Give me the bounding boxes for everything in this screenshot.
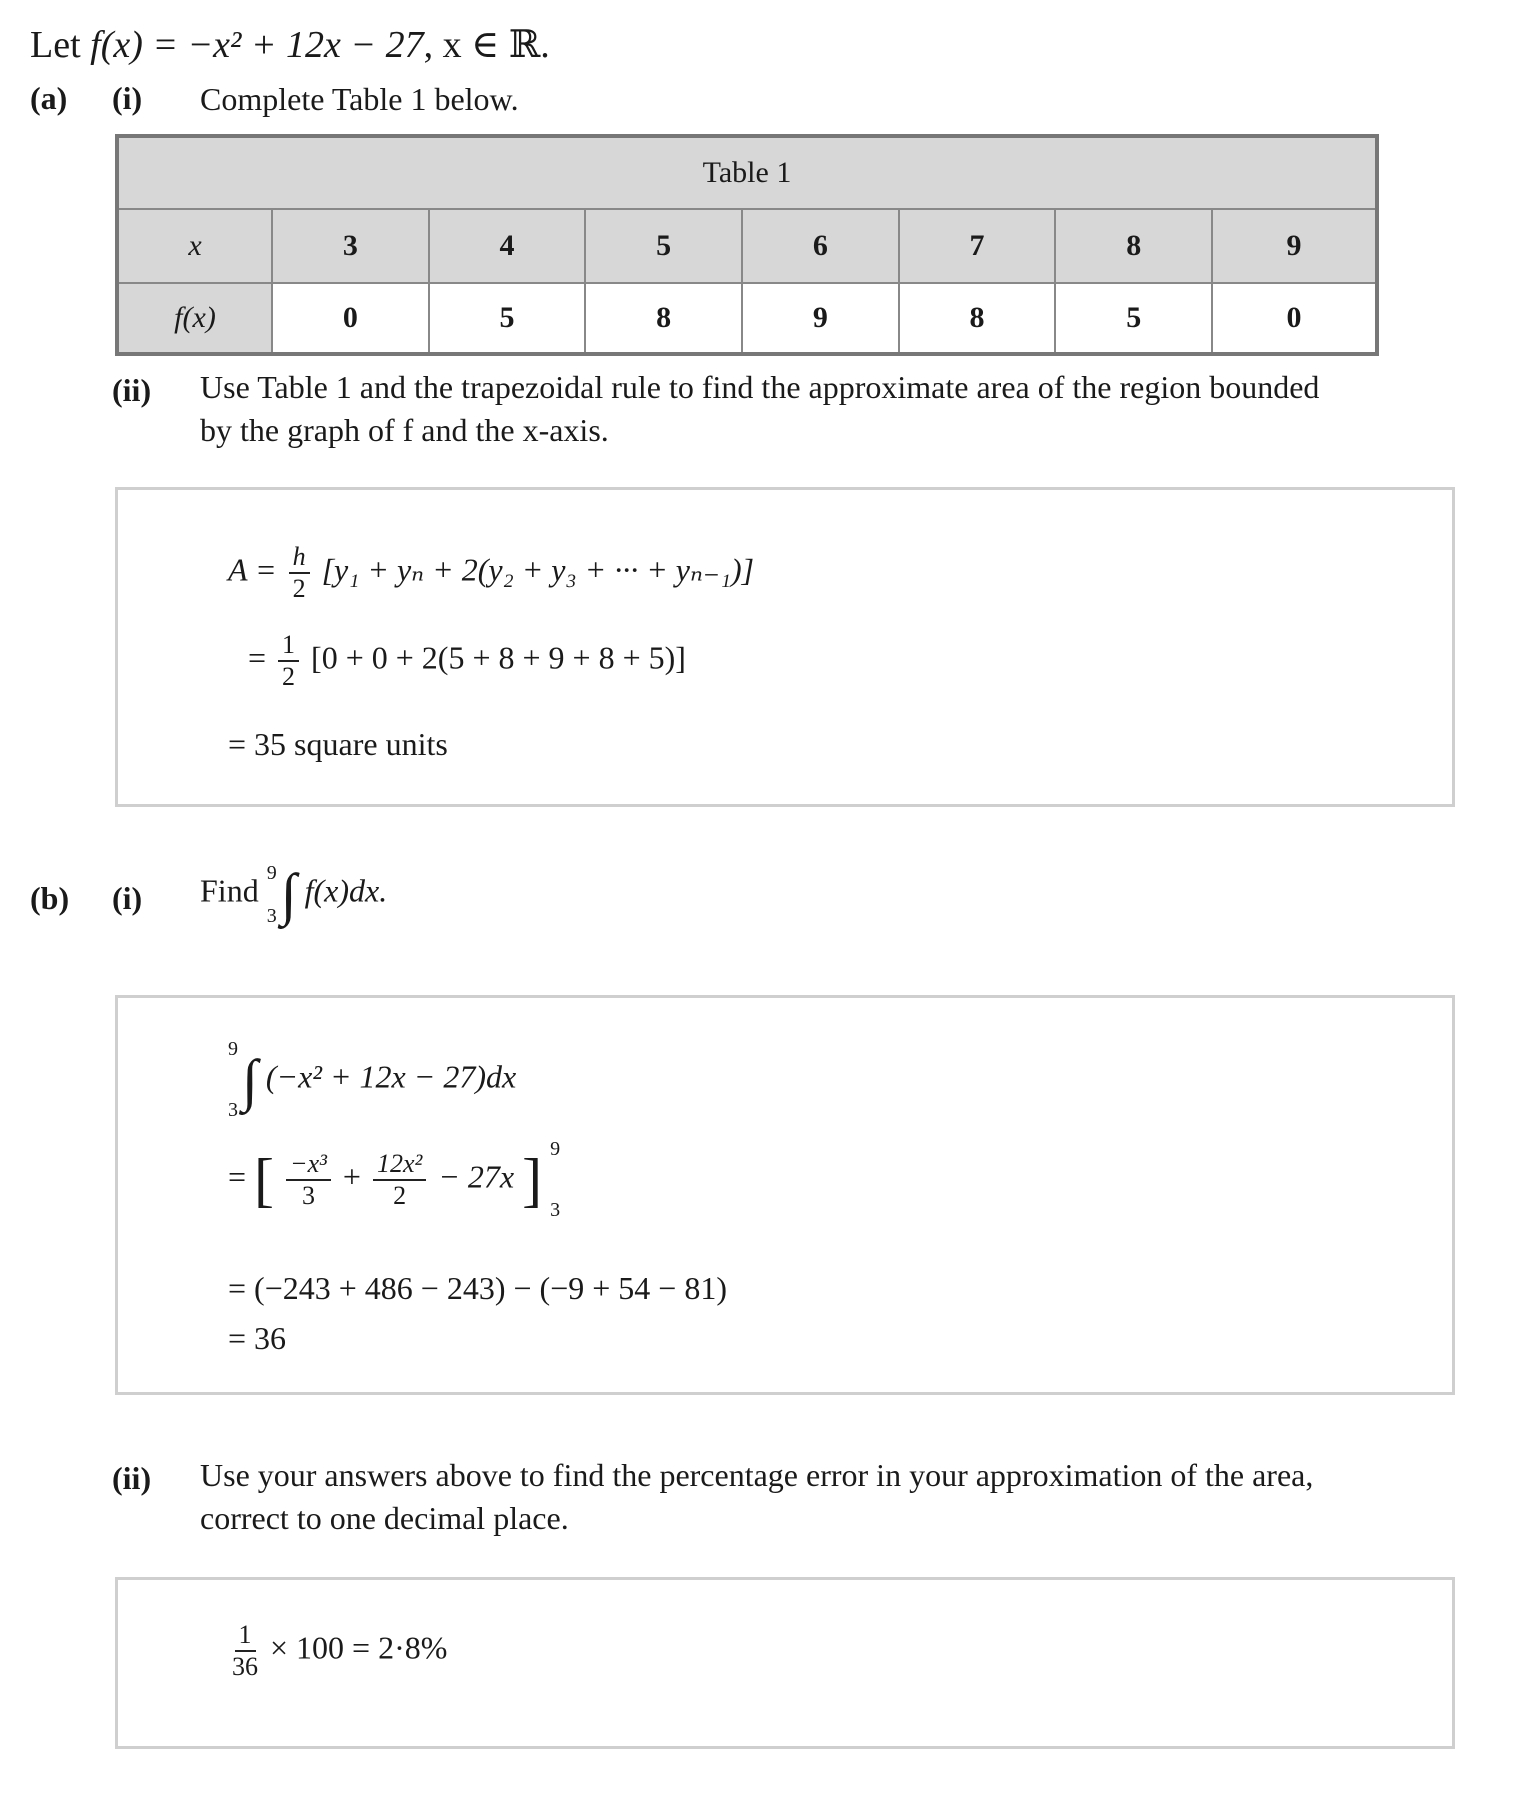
antiderivative bbox=[228, 1138, 564, 1222]
table-title: Table 1 bbox=[117, 136, 1377, 209]
setup-upper-limit: 9 bbox=[228, 1038, 238, 1060]
antiderivative-plus: + bbox=[342, 1158, 361, 1195]
integral-integrand: f(x)dx. bbox=[304, 872, 388, 909]
term1-den: 3 bbox=[301, 1181, 315, 1210]
answer-box-b-ii[interactable] bbox=[115, 1577, 1455, 1749]
table-x-label: x bbox=[117, 209, 272, 283]
table-fx-cell: 5 bbox=[429, 283, 586, 354]
setup-integrand: (−x² + 12x − 27)dx bbox=[265, 1058, 517, 1095]
trap-sub-frac-num: 1 bbox=[278, 630, 299, 662]
function-definition: f(x) = −x² + 12x − 27 bbox=[90, 24, 424, 66]
part-b-i-text bbox=[200, 852, 387, 936]
term1-num: −x³ bbox=[286, 1149, 331, 1181]
table-x-cell: 8 bbox=[1055, 209, 1212, 283]
table-x-cell: 9 bbox=[1212, 209, 1377, 283]
table-fx-label: f(x) bbox=[117, 283, 272, 354]
part-b-i-prefix: Find bbox=[200, 872, 259, 909]
error-fraction bbox=[232, 1620, 258, 1682]
antiderivative-tail: − 27x bbox=[438, 1158, 515, 1195]
table-fx-cell: 9 bbox=[742, 283, 899, 354]
trap-sub-lhs: = bbox=[248, 639, 267, 676]
error-frac-num: 1 bbox=[235, 1620, 256, 1652]
integral-setup bbox=[228, 1038, 516, 1122]
table-x-cell: 4 bbox=[429, 209, 586, 283]
evaluation-line: = (−243 + 486 − 243) − (−9 + 54 − 81) bbox=[228, 1270, 727, 1306]
trap-lhs: A = bbox=[228, 551, 277, 588]
part-a-i-label: (i) bbox=[112, 80, 143, 116]
part-a-ii-label: (ii) bbox=[112, 372, 152, 408]
trap-sub-fraction bbox=[278, 630, 299, 692]
antiderivative-term2 bbox=[373, 1149, 426, 1211]
table-x-cell: 3 bbox=[272, 209, 429, 283]
antiderivative-prefix: = bbox=[228, 1158, 247, 1195]
trap-sub-frac-den: 2 bbox=[282, 662, 296, 691]
integral-result: = 36 bbox=[228, 1320, 287, 1356]
trap-rule-formula bbox=[228, 542, 754, 604]
table-x-cell: 5 bbox=[585, 209, 742, 283]
function-domain: , x ∈ ℝ. bbox=[423, 24, 550, 66]
answer-box-a-ii[interactable] bbox=[115, 487, 1455, 807]
table-fx-cell: 0 bbox=[272, 283, 429, 354]
trap-frac-num: h bbox=[289, 542, 310, 574]
answer-box-b-i[interactable] bbox=[115, 995, 1455, 1395]
part-a-ii-text-line1: Use Table 1 and the trapezoidal rule to find the approximate area of the region bounded bbox=[200, 369, 1320, 405]
part-b-label: (b) bbox=[30, 880, 70, 916]
trap-substitution bbox=[248, 630, 686, 692]
part-b-i-label: (i) bbox=[112, 880, 143, 916]
part-b-ii-text-line2: correct to one decimal place. bbox=[200, 1500, 569, 1536]
right-bracket-icon: ] bbox=[522, 1147, 543, 1213]
trap-sub-rhs: [0 + 0 + 2(5 + 8 + 9 + 8 + 5)] bbox=[311, 639, 686, 676]
table-x-cell: 6 bbox=[742, 209, 899, 283]
part-b-ii-text-line1: Use your answers above to find the percentage error in your approximation of the area, bbox=[200, 1457, 1314, 1493]
term2-num: 12x² bbox=[373, 1149, 426, 1181]
integral-limits bbox=[267, 852, 277, 936]
part-b-ii-label: (ii) bbox=[112, 1460, 152, 1496]
trap-frac-den: 2 bbox=[292, 574, 306, 603]
table-fx-cell: 8 bbox=[899, 283, 1056, 354]
table-fx-cell: 0 bbox=[1212, 283, 1377, 354]
part-a-i-text: Complete Table 1 below. bbox=[200, 81, 519, 117]
error-rest: × 100 = 2·8% bbox=[270, 1629, 448, 1666]
setup-integral-sign-icon: ∫ bbox=[242, 1047, 258, 1113]
integral-upper-limit: 9 bbox=[266, 862, 277, 884]
trap-rhs: [y₁ + yₙ + 2(y₂ + y₃ + ··· + yₙ₋₁)] bbox=[321, 551, 755, 588]
antiderivative-upper: 9 bbox=[550, 1138, 561, 1160]
left-bracket-icon: [ bbox=[254, 1147, 275, 1213]
antiderivative-term1 bbox=[286, 1149, 331, 1211]
part-a-ii-text-line2: by the graph of f and the x-axis. bbox=[200, 412, 609, 448]
integral-lower-limit: 3 bbox=[266, 905, 277, 927]
term2-den: 2 bbox=[393, 1181, 407, 1210]
antiderivative-lower: 3 bbox=[550, 1199, 561, 1221]
setup-limits bbox=[228, 1038, 238, 1122]
trap-fraction bbox=[289, 542, 310, 604]
table-1 bbox=[115, 134, 1379, 356]
part-a-label: (a) bbox=[30, 80, 68, 116]
error-frac-den: 36 bbox=[232, 1652, 258, 1681]
intro-prefix: Let bbox=[30, 24, 81, 66]
percentage-error bbox=[228, 1620, 447, 1682]
table-fx-cell: 5 bbox=[1055, 283, 1212, 354]
table-x-cell: 7 bbox=[899, 209, 1056, 283]
antiderivative-limits bbox=[550, 1138, 560, 1222]
table-fx-cell: 8 bbox=[585, 283, 742, 354]
integral-sign-icon: ∫ bbox=[280, 861, 297, 927]
setup-lower-limit: 3 bbox=[228, 1099, 238, 1121]
intro-line bbox=[30, 22, 550, 67]
trap-result: = 35 square units bbox=[228, 726, 448, 762]
